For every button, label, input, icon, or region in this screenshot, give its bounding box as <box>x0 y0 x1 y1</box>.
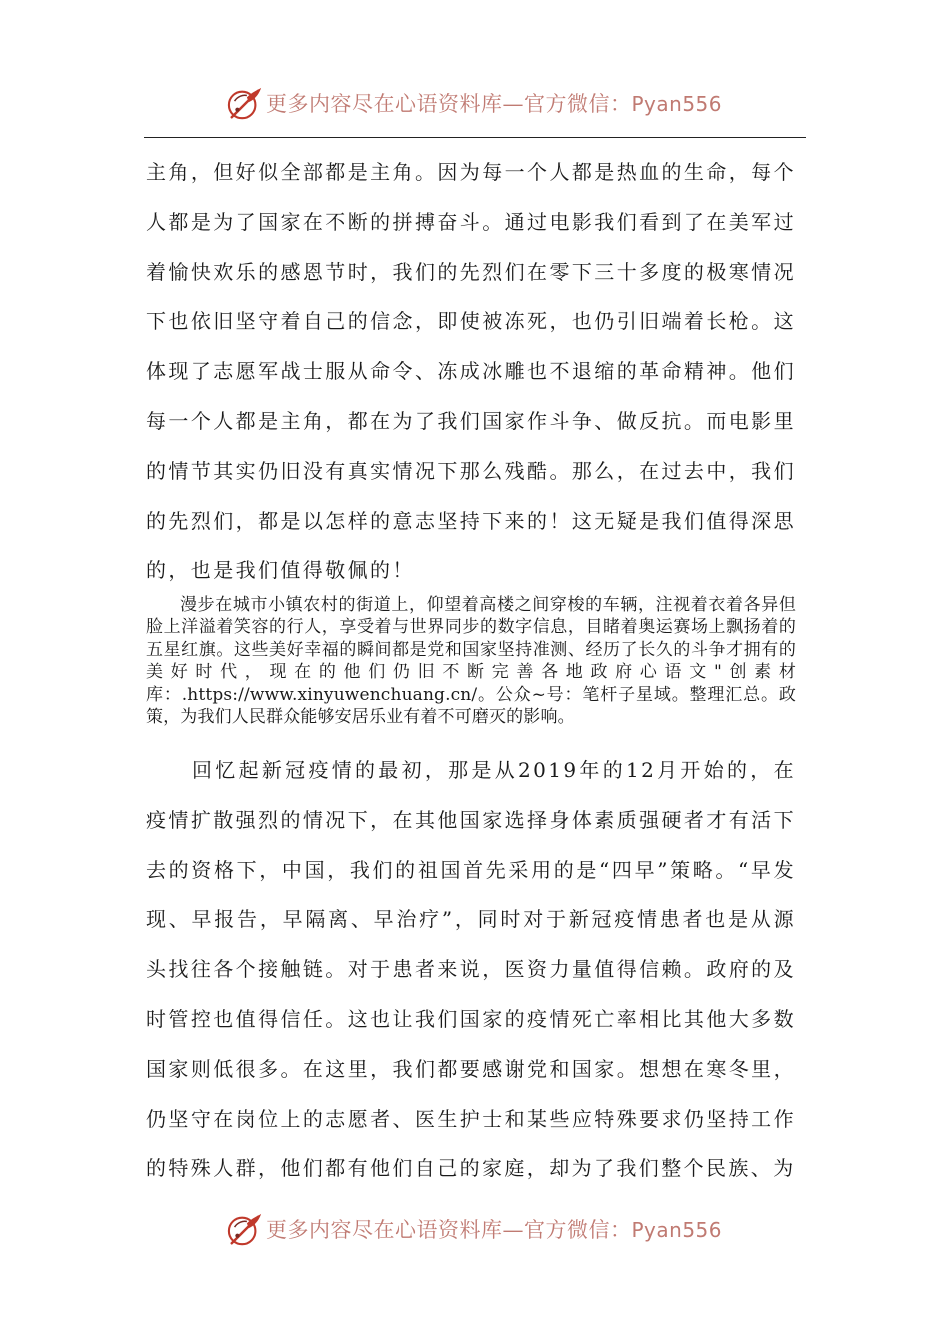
header-divider <box>144 137 806 138</box>
header-banner <box>0 82 950 126</box>
paragraph-3: 回忆起新冠疫情的最初，那是从2019年的12月开始的，在疫情扩散强烈的情况下，在其他国家选择身体素质强硬者才有活下去的资格下，中国，我们的祖国首先采用的是“四早”策略。“早发现、早报告，早隔离、早治疗”，同时对于新冠疫情患者也是从源头找往各个接触链。对于患者来说，医资力量值得信赖。政府的及时管控也值得信任。这也让我们国家的疫情死亡率相比其他大多数国家则低很多。在这里，我们都要感谢党和国家。想想在寒冬里，仍坚守在岗位上的志愿者、医生护士和某些应特殊要求仍坚持工作的特殊人群，他们都有他们自己的家庭，却为了我们整个民族、为 <box>146 758 796 1181</box>
paragraph-1: 主角，但好似全部都是主角。因为每一个人都是热血的生命，每个人都是为了国家在不断的拼搏奋斗。通过电影我们看到了在美军过着愉快欢乐的感恩节时，我们的先烈们在零下三十多度的极寒情况下也依旧坚守着自己的信念，即使被冻死，也仍引旧端着长枪。这体现了志愿军战士服从命令、冻成冰雕也不退缩的革命精神。他们每一个人都是主角，都在为了我们国家作斗争、做反抗。而电影里的情节其实仍旧没有真实情况下那么残酷。那么，在过去中，我们的先烈们，都是以怎样的意志坚持下来的！这无疑是我们值得深思的，也是我们值得敬佩的！ <box>146 160 796 583</box>
header-wechat-id: Pyan556 <box>631 92 723 116</box>
footer-wechat-id: Pyan556 <box>631 1218 723 1242</box>
footer-banner-label: 更多内容尽在心语资料库—官方微信： <box>266 1218 632 1242</box>
footer-banner-text <box>266 1216 722 1244</box>
paragraph-2: 漫步在城市小镇农村的街道上，仰望着高楼之间穿梭的车辆，注视着衣着各异但脸上洋溢着笑容的行人，享受着与世界同步的数字信息，目睹着奥运赛场上飘扬着的五星红旗。这些美好幸福的瞬间都是党和国家坚持准测、经历了长久的斗争才拥有的美好时代，现在的他们仍旧不断完善各地政府心语文"创素材库：.https://www.xinyuwenchuang.cn/。公众~号：笔杆子星域。整理汇总。政策，为我们人民群众能够安居乐业有着不可磨灭的影响。 <box>146 595 796 728</box>
quill-logo-icon <box>226 1212 264 1248</box>
header-banner-text <box>266 90 722 118</box>
footer-banner <box>0 1208 950 1252</box>
quill-logo-icon <box>226 86 264 122</box>
header-banner-label: 更多内容尽在心语资料库—官方微信： <box>266 92 632 116</box>
